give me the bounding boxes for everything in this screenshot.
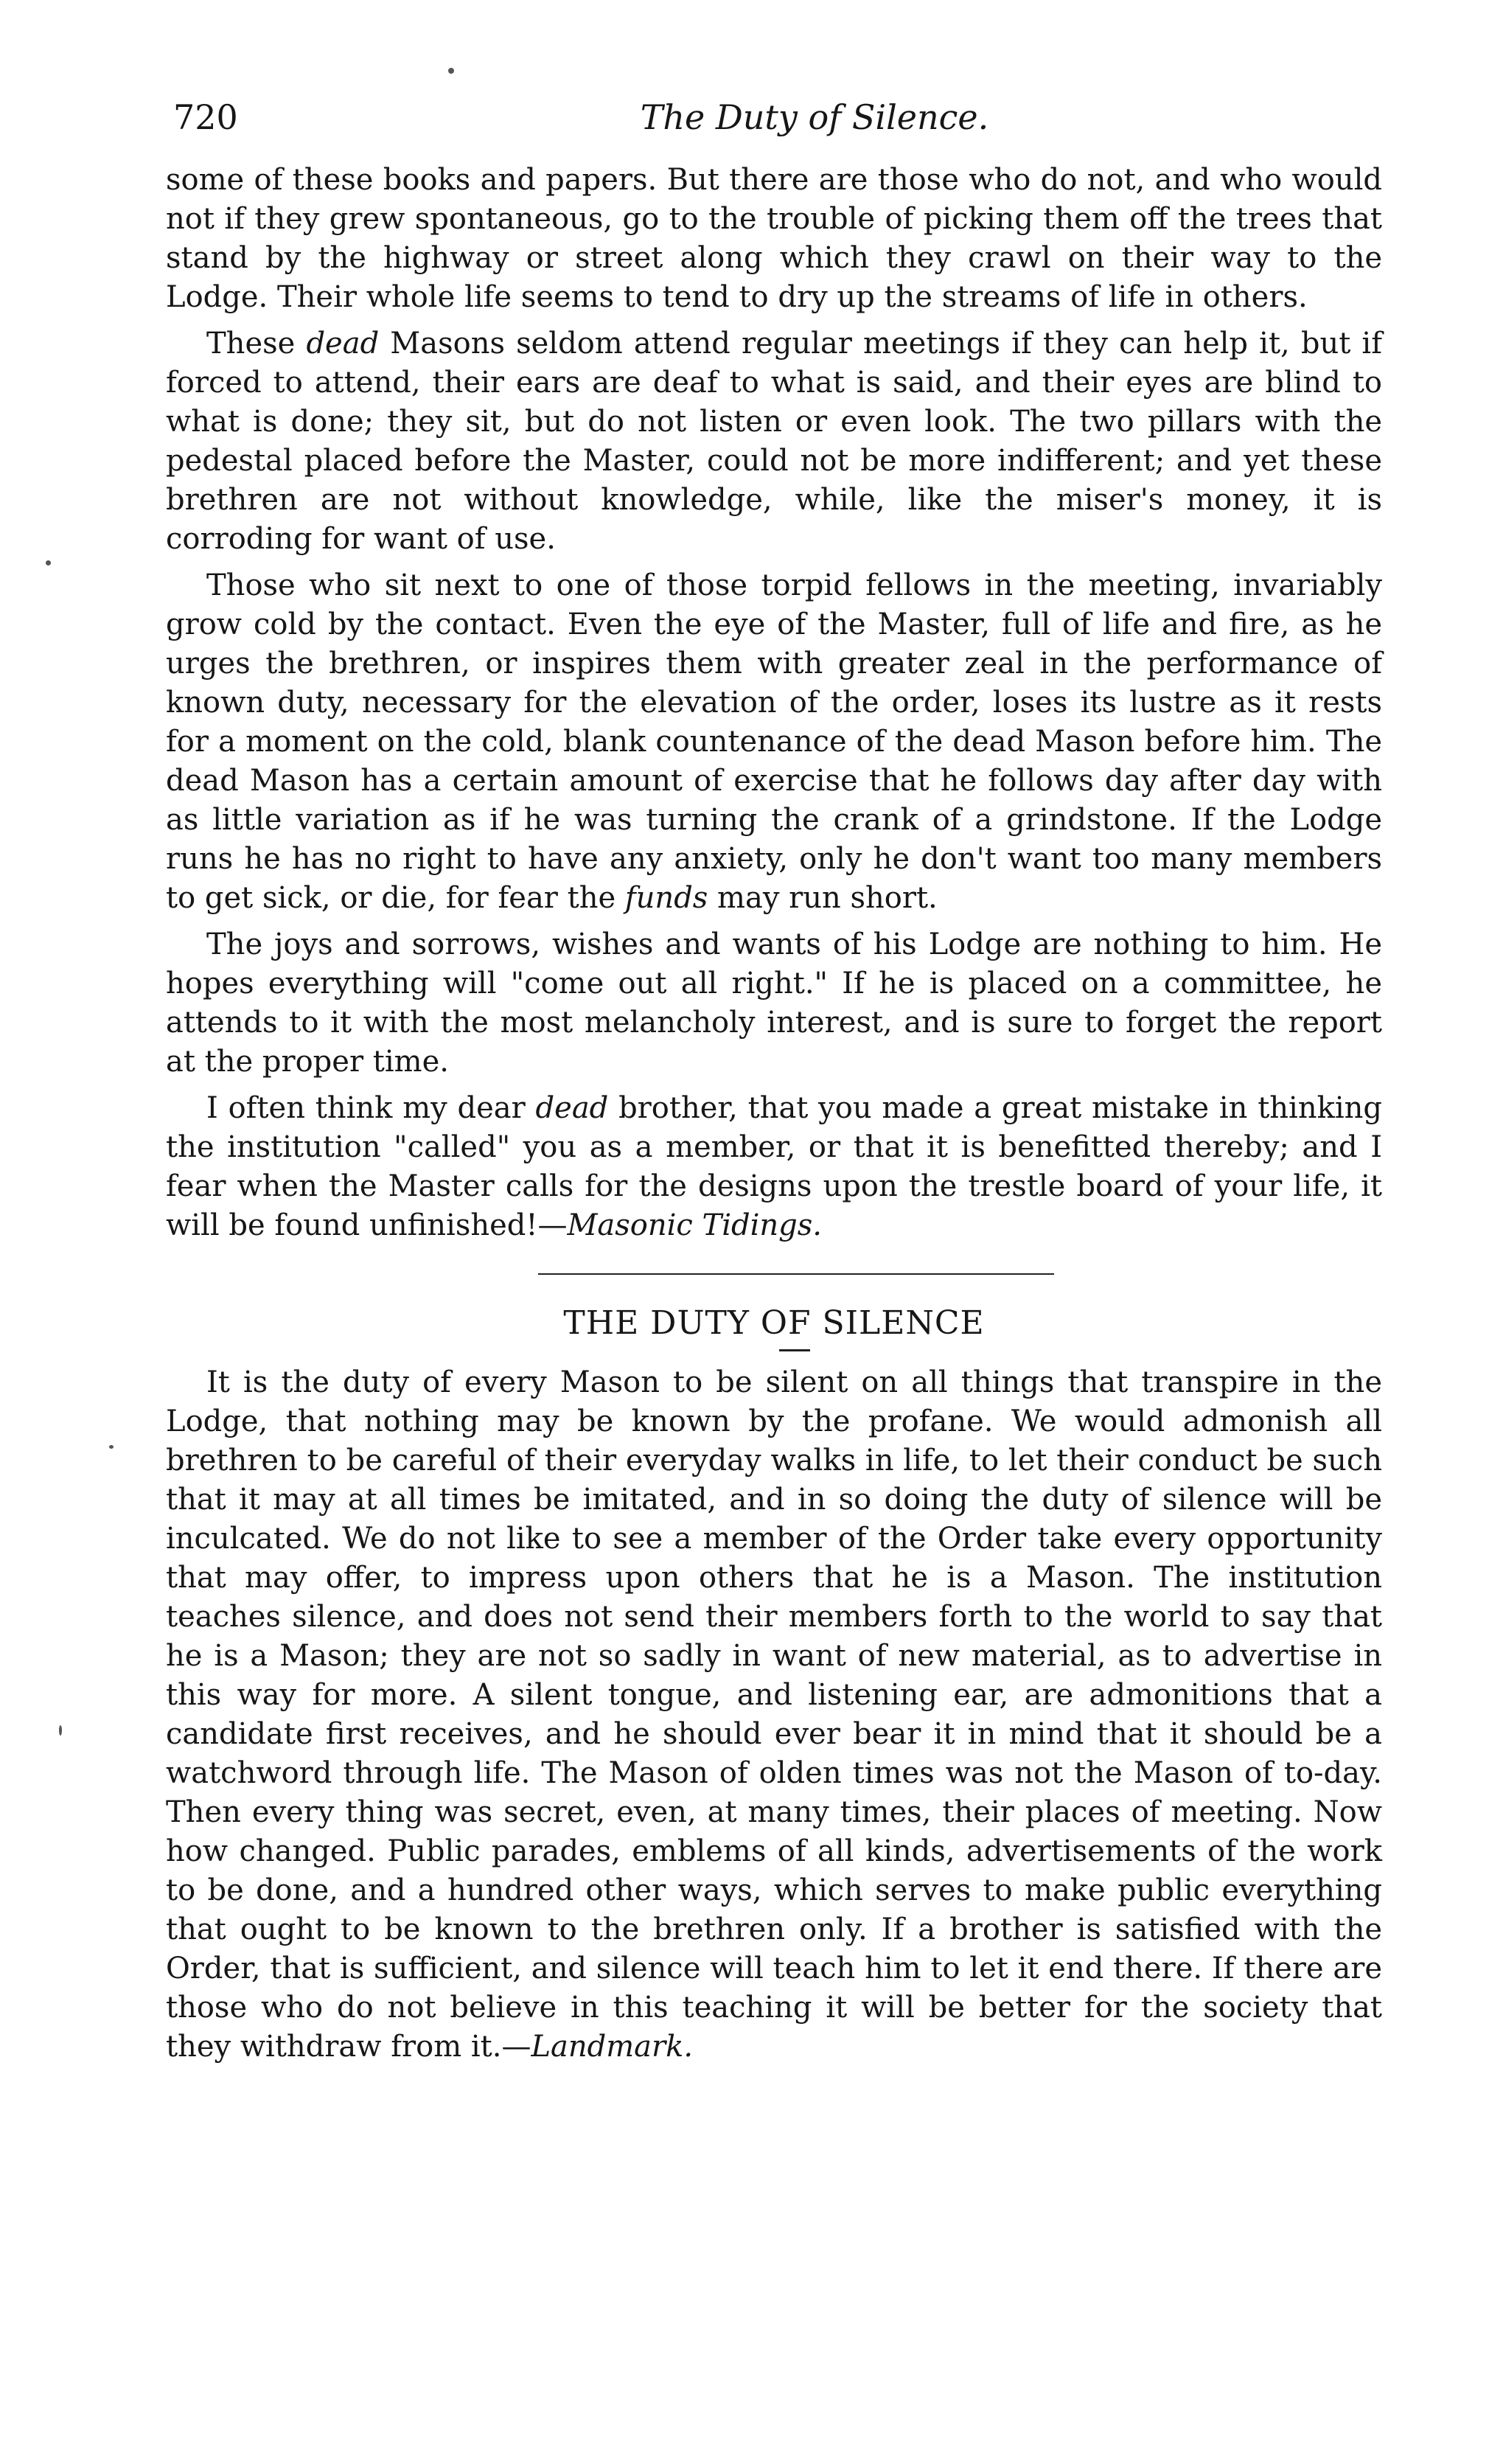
text-run: brother, that you made a great mistake in thinking the institution "called" you as a member, or that it is benefitted thereby; and I fear when the Master calls for the designs upon the trestle board of your life, it will be found unfinished!— <box>166 1091 1382 1242</box>
book-page <box>166 94 1382 2074</box>
text-run: I often think my dear <box>206 1091 536 1125</box>
text-run: Masons seldom attend regular meetings if they can help it, but if forced to attend, their ears are deaf to what is said, and their eyes are blind to what is done; they sit, but do not listen or even look. The two pillars with the pedestal placed before the Master, could not be more indifferent; and yet these brethren are not without knowledge, while, like the miser's money, it is corroding for want of use. <box>166 327 1382 556</box>
section-divider <box>538 1273 1054 1275</box>
speck <box>448 68 454 74</box>
paragraph-5 <box>166 1089 1382 1245</box>
paragraph-1: some of these books and papers. But there are those who do not, and who would not if they grew spontaneous, go to the trouble of picking them off the trees that stand by the highway or street along which they crawl on their way to the Lodge. Their whole life seems to tend to dry up the streams of life in others. <box>166 163 1382 314</box>
page-number: 720 <box>173 97 238 137</box>
text-run: It is the duty of every Mason to be silent on all things that transpire in the Lodge, that nothing may be known by the profane. We would admonish all brethren to be careful of their everyday walks in life, to let their conduct be such that it may at all times be imitated, and in so doing the duty of silence will be inculcated. We do not like to see a member of the Order take every opportunity that may offer, to impress upon others that he is a Mason. The institution teaches silence, and does not send their members forth to the world to say that he is a Mason; they are not so sadly in want of new material, as to advertise in this way for more. A silent tongue, and listening ear, are admonitions that a candidate first receives, and he should ever bear it in mind that it should be a watchword through life. The Mason of olden times was not the Mason of to-day. Then every thing was secret, even, at many times, their places of meeting. Now how changed. Public parades, emblems of all kinds, advertisements of the work to be done, and a hundred other ways, which serves to make public everything that ought to be known to the brethren only. If a brother is satisfied with the Order, that is sufficient, and silence will teach him to let it end there. If there are those who do not believe in this teaching it will be better for the society that they withdraw from it.— <box>166 1365 1382 2064</box>
emphasis-dead: dead <box>535 1091 609 1125</box>
emphasis-funds: funds <box>624 881 708 915</box>
speck <box>59 1725 62 1736</box>
paragraph-3 <box>166 566 1382 918</box>
text-run: These <box>206 327 307 361</box>
paragraph-2 <box>166 324 1382 559</box>
emphasis-dead: dead <box>306 327 380 361</box>
running-title: The Duty of Silence. <box>640 97 989 137</box>
running-head <box>166 94 1382 161</box>
text-run: Those who sit next to one of those torpid fellows in the meeting, invariably grow cold by the contact. Even the eye of the Master, full of life and fire, as he urges the brethren, or inspires them with greater zeal in the performance of known duty, necessary for the elevation of the order, loses its lustre as it rests for a moment on the cold, blank countenance of the dead Mason before him. The dead Mason has a certain amount of exercise that he follows day after day with as little variation as if he was turning the crank of a grindstone. If the Lodge runs he has no right to have any anxiety, only he don't want too many members to get sick, or die, for fear the <box>166 568 1382 915</box>
source-attribution: Masonic Tidings. <box>567 1208 823 1242</box>
speck <box>46 560 51 565</box>
paragraph-6 <box>166 1363 1382 2067</box>
margin-specks <box>0 0 147 2464</box>
source-attribution: Landmark. <box>531 2030 694 2064</box>
text-run: may run short. <box>708 881 938 915</box>
section-title: THE DUTY OF SILENCE <box>563 1304 985 1342</box>
speck <box>109 1445 114 1449</box>
paragraph-4: The joys and sorrows, wishes and wants of his Lodge are nothing to him. He hopes everything will "come out all right." If he is placed on a committee, he attends to it with the most melancholy interest, and is sure to forget the report at the proper time. <box>166 928 1382 1079</box>
title-dash <box>779 1349 810 1351</box>
